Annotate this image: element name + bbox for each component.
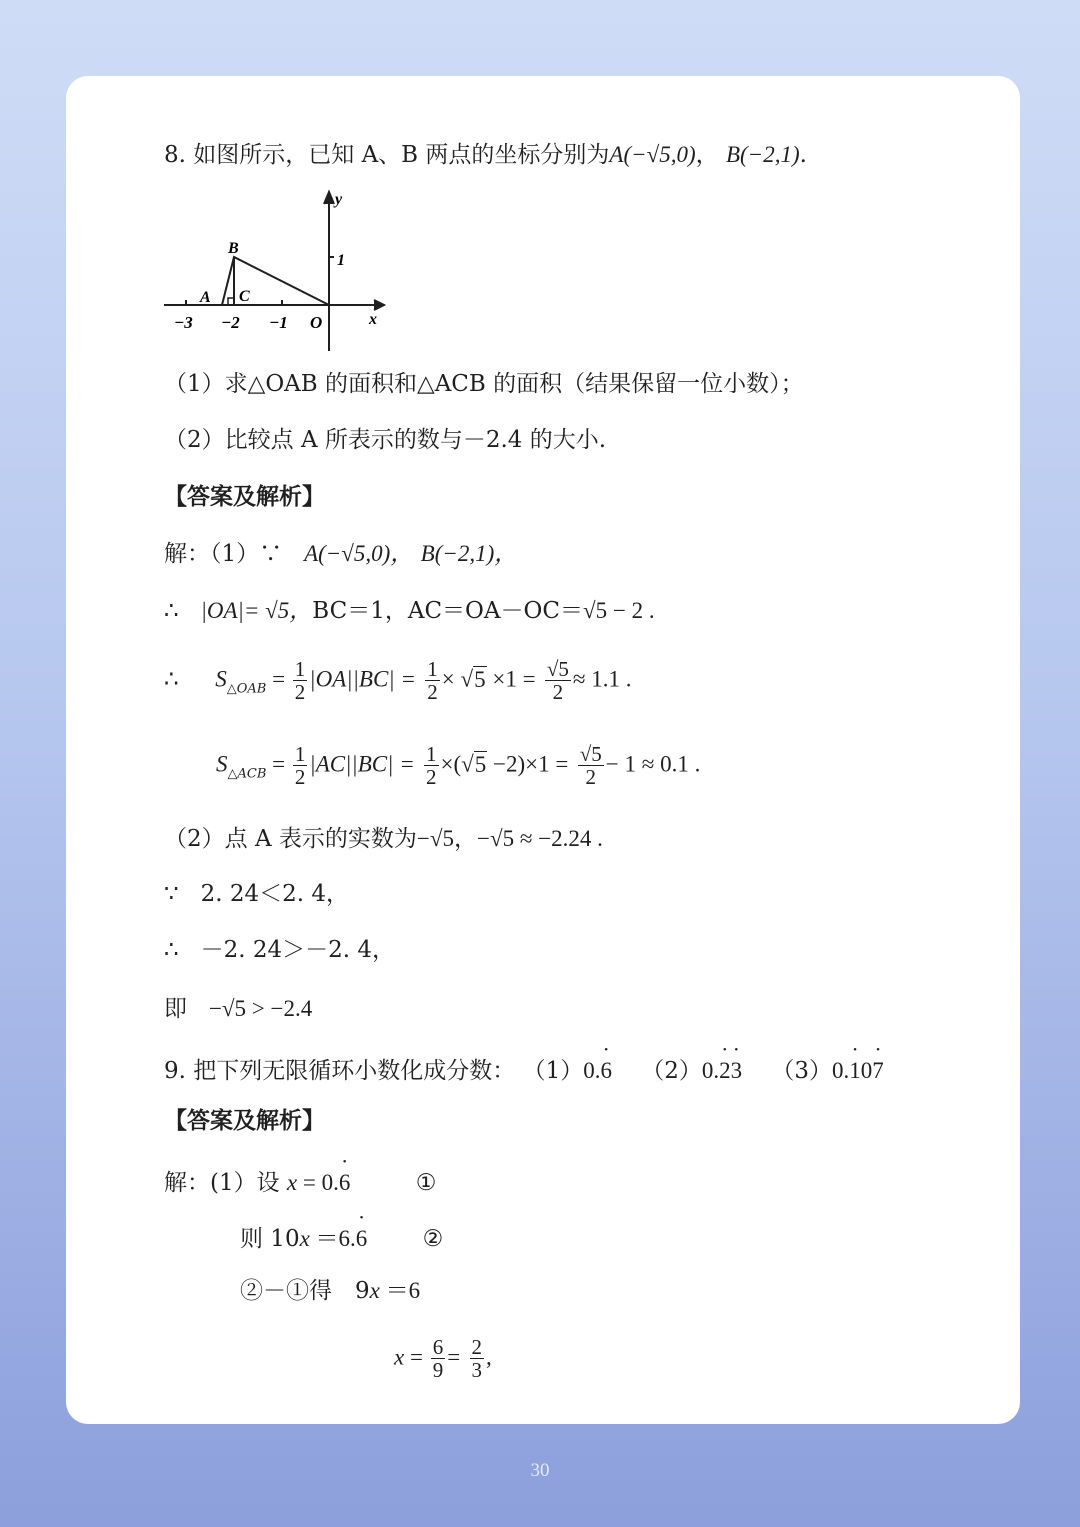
q8-conclusion: 即 −√5 > −2.4 [164,996,313,1022]
q8-because: ∵ 2. 24＜2. 4， [164,881,349,907]
q9-title: 9. 把下列无限循环小数化成分数： （1）0.• 6 （2）0.• 2• 3 （3）0.• 10• 7 [164,1058,884,1084]
tick-neg2: −2 [221,313,240,332]
x-axis-label: x [369,311,377,328]
label-b: B [228,240,239,257]
q8-part2-sol: （2）点 A 表示的实数为−√5，−√5 ≈ −2.24 . [164,826,603,852]
q8-sol-line2: ∴ |OA|= √5，BC＝1，AC＝OA－OC＝√5 − 2 . [164,598,655,624]
q8-answer-heading: 【答案及解析】 [164,483,325,510]
label-a: A [200,289,211,306]
q8-part1: （1）求△OAB 的面积和△ACB 的面积（结果保留一位小数）； [164,371,804,397]
label-c: C [239,288,250,305]
q9-step4: x = $\frac{6}{9}$ = $\frac{2}{3}$ , [394,1335,492,1383]
tick-neg3: −3 [174,313,193,332]
origin-label: O [310,313,323,332]
q8-therefore: ∴ －2. 24＞－2. 4， [164,937,395,963]
page-number: 30 [530,1460,550,1481]
q9-answer-heading: 【答案及解析】 [164,1107,325,1134]
q9-step3: ②－①得 9x ＝6 [240,1278,421,1304]
tick-neg1: −1 [269,313,288,332]
q8-part2: （2）比较点 A 所表示的数与－2.4 的大小. [164,427,607,453]
q8-s-acb: $S_{\triangle ACB}$ = $\frac{1}{2}$ |AC||BC| = $\frac{1}{2}$ ×(√5 −2)×1 = $\frac{√5}{2}$ − 1 ≈ 0.1 . [216,742,701,790]
q8-s-oab: ∴ $S_{\triangle OAB}$ = $\frac{1}{2}$ |OA||BC| = $\frac{1}{2}$ × √5 ×1 = $\frac{√5}{2}$ ≈ 1.1 . [164,657,632,705]
q9-step1: 解：(1）设 x = 0.• 6 ① [164,1170,436,1196]
q8-title: 8. 如图所示，已知 A、B 两点的坐标分别为A(−√5,0)， B(−2,1). [164,142,807,168]
q9-step2: 则 10x ＝6.• 6 ② [240,1226,443,1252]
coordinate-figure [160,188,390,358]
q8-sol-line1: 解：（1）∵ A(−√5,0)， B(−2,1)， [164,541,518,567]
y-tick-1: 1 [337,252,345,269]
y-axis-label: y [335,191,343,208]
